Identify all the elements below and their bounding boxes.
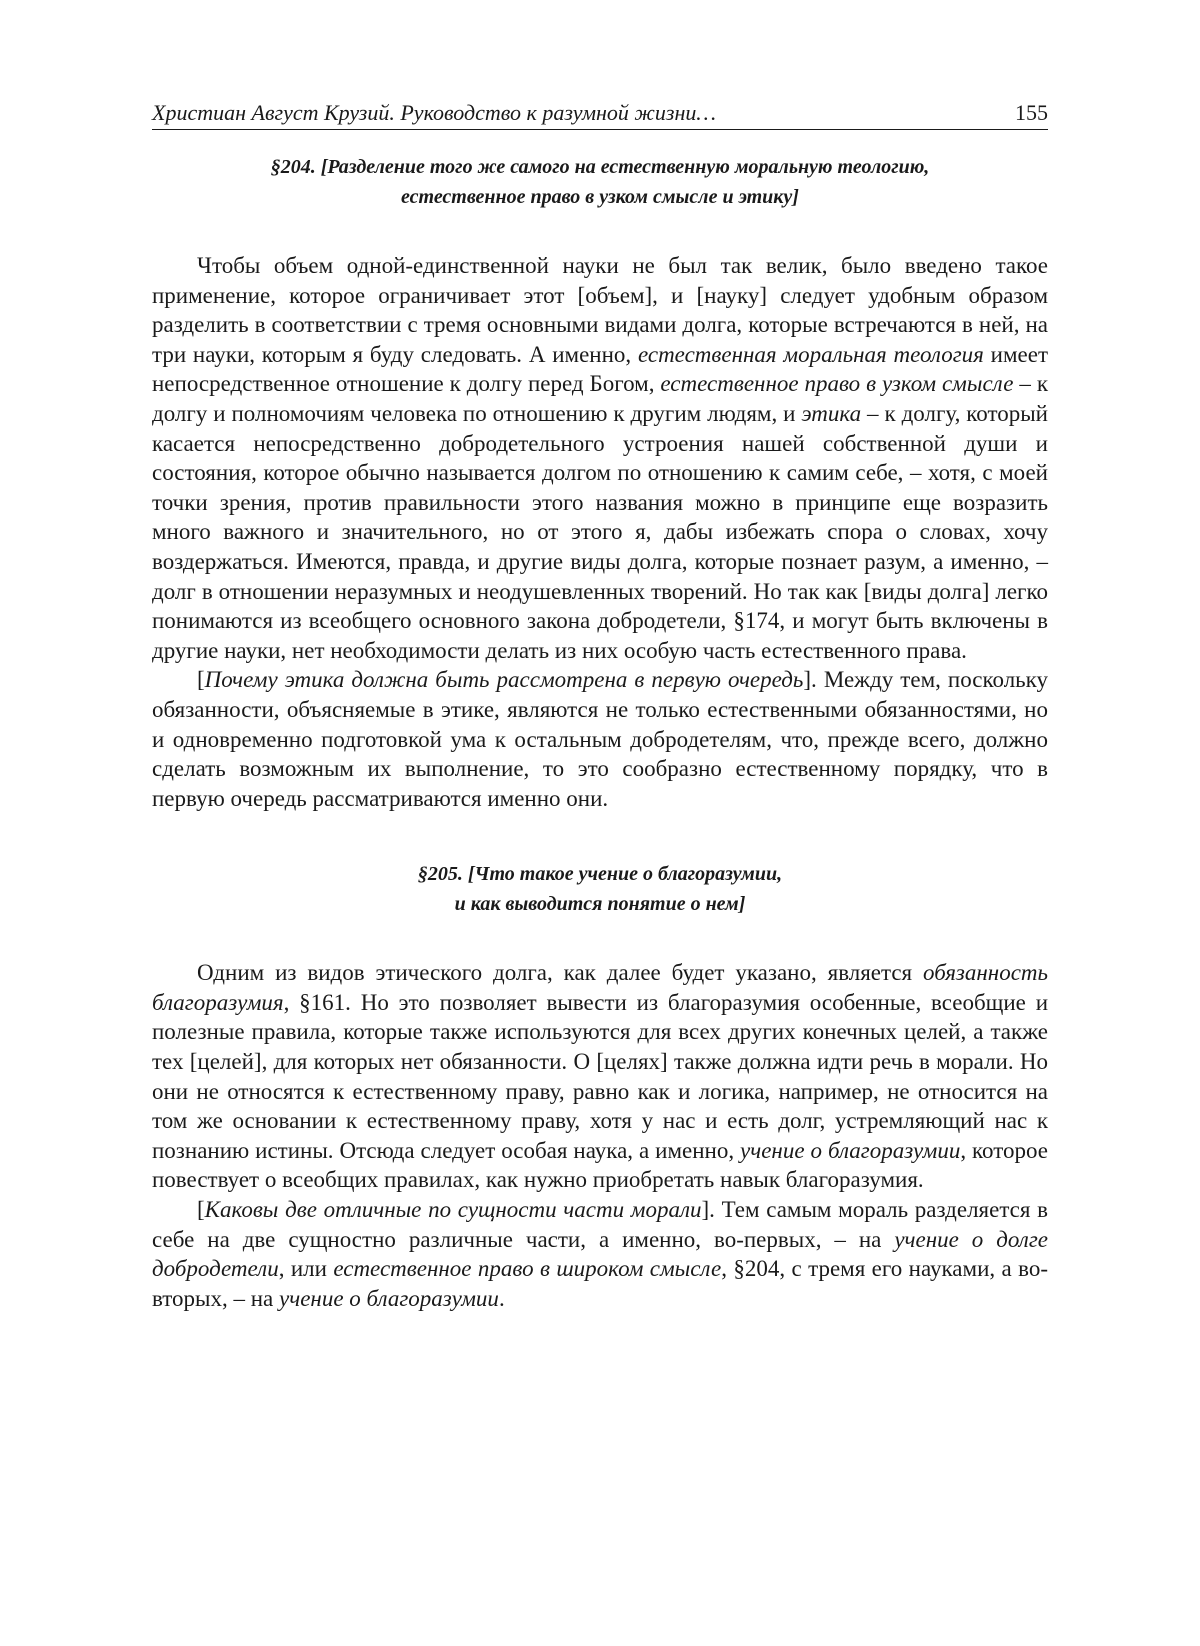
text-run: [	[197, 1197, 205, 1223]
section-title-line: §205. [Что такое учение о благоразумии,	[417, 863, 783, 886]
italic-term: естественное право в узком смысле	[660, 371, 1014, 397]
section-204-title	[152, 152, 1048, 212]
text-run: [	[197, 667, 205, 693]
running-header	[152, 100, 1048, 130]
italic-term: естественное право в широком смысле	[333, 1256, 722, 1282]
italic-term: учение о благоразумии	[279, 1285, 499, 1311]
text-run: Чтобы объем одной-единственной науки не был так велик, было введено такое применение, которое ограничивает этот [объем], и [науку] следует удобным образом разделить в соответствии с тремя основными видами долга, которые встречаются в ней, на три науки, которым я буду следовать. А именно,	[152, 253, 1048, 367]
text-run: .	[498, 1285, 505, 1311]
section-title-line: §204. [Разделение того же самого на естественную моральную теологию,	[270, 156, 930, 178]
text-run: – к долгу и полномочиям человека по отношению к другим людям, и	[152, 371, 1048, 426]
text-run: имеет непосредственное отношение к долгу перед Богом,	[152, 341, 1048, 397]
italic-term: естественная моральная теология	[637, 341, 984, 367]
book-page	[152, 100, 1048, 1313]
text-run: ]. Между тем, поскольку обязанности, объясняемые в этике, являются не только естественными обязанностями, но и одновременно подготовкой ума к остальным добродетелям, что, прежде всего, должно сделать возможным их выполнение, то это сообразно естественному порядку, что в первую очередь рассматриваются именно они.	[152, 667, 1049, 811]
italic-term: Каковы две отличные по сущности части морали	[204, 1197, 702, 1223]
section-title-line: естественное право в узком смысле и этику]	[401, 186, 799, 208]
section-title-line: и как выводится понятие о нем]	[454, 893, 746, 916]
section-204-paragraph-2	[152, 665, 1048, 813]
italic-term: этика	[801, 400, 862, 426]
section-205-paragraph-2	[152, 1195, 1048, 1313]
text-run: , §161. Но это позволяет вывести из благоразумия особенные, всеобщие и полезные правила, которые также используются для всех других конечных целей, а также тех [целей], для которых нет обязанности. О [целях] также должна идти речь в морали. Но они не относятся к естественному праву, равно как и логика, например, не относится на том же основании к естественному праву, хотя у нас и есть долг, устремляющий нас к познанию истины. Отсюда следует особая наука, а именно,	[152, 989, 1048, 1163]
text-run: , §204, с тремя его науками, а во-вторых, – на	[152, 1256, 1048, 1311]
italic-term: учение о долге добродетели	[152, 1226, 1049, 1282]
page-number: 155	[1015, 100, 1048, 125]
running-title: Христиан Август Крузий. Руководство к разумной жизни…	[152, 100, 716, 125]
section-205-paragraph-1	[152, 958, 1048, 1195]
italic-term: обязанность благоразумия	[152, 960, 1048, 1015]
text-run: ]. Тем самым мораль разделяется в себе на две сущностно различные части, а именно, во-первых, – на	[152, 1197, 1049, 1252]
text-run: , или	[278, 1256, 334, 1282]
text-run: – к долгу, который касается непосредственно добродетельного устроения нашей собственной души и состояния, которое обычно называется долгом по отношению к самим себе, – хотя, с моей точки зрения, против правильности этого названия можно в принципе еще возразить много важного и значительного, но от этого я, дабы избежать спора о словах, хочу воздержаться. Имеются, правда, и другие виды долга, которые познает разум, а именно, – долг в отношении неразумных и неодушевленных творений. Но так как [виды долга] легко понимаются из всеобщего основного закона добродетели, §174, и могут быть включены в другие науки, нет необходимости делать из них особую часть естественного права.	[152, 400, 1048, 663]
section-204-paragraph-1	[152, 251, 1048, 665]
section-205-title	[152, 859, 1048, 919]
text-run: Одним из видов этического долга, как далее будет указано, является	[197, 960, 924, 986]
italic-term: Почему этика должна быть рассмотрена в первую очередь	[204, 667, 804, 693]
italic-term: учение о благоразумии	[740, 1137, 961, 1163]
text-run: , которое повествует о всеобщих правилах, как нужно приобретать навык благоразумия.	[152, 1137, 1048, 1193]
